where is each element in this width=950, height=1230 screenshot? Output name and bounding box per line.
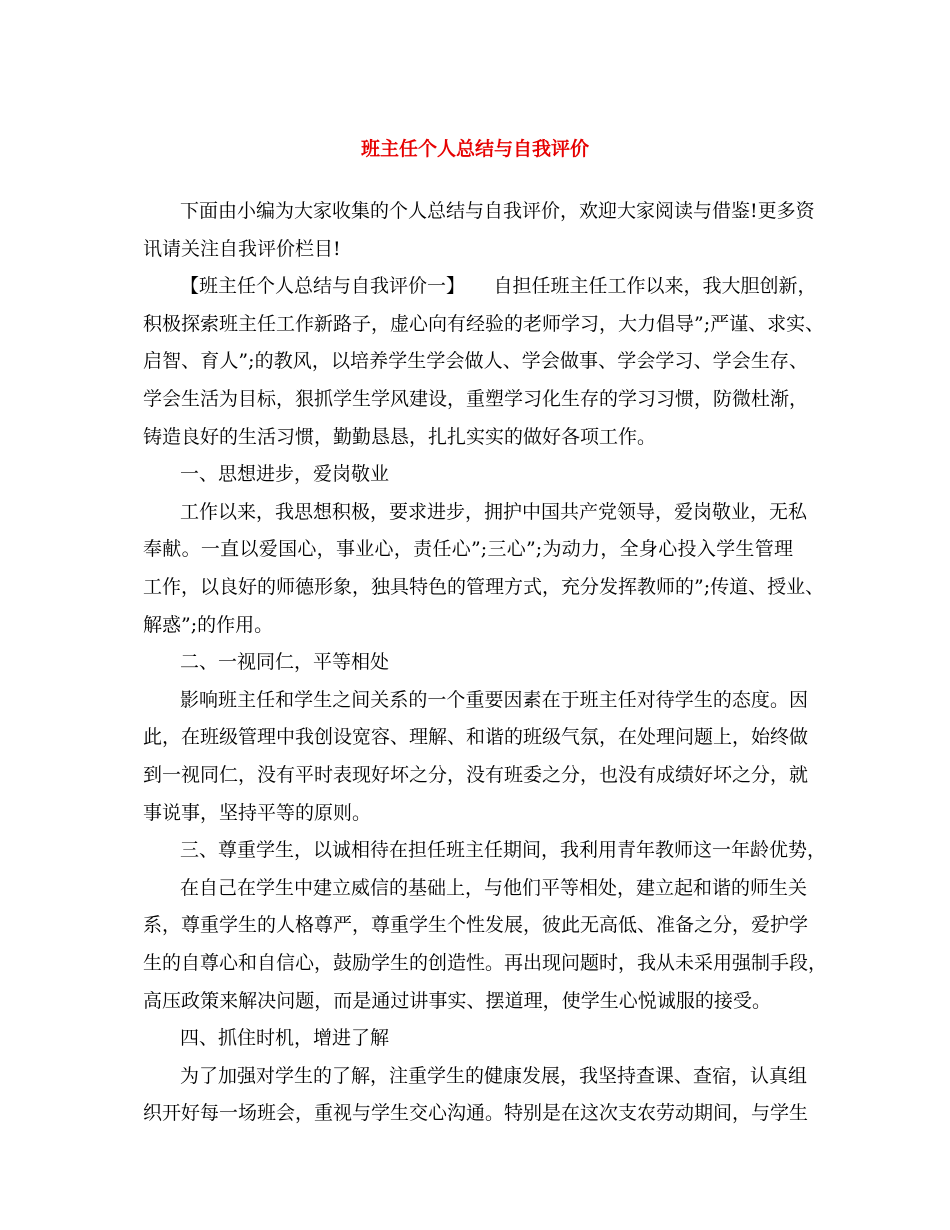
paragraph-line: 此，在班级管理中我创设宽容、理解、和谐的班级气氛，在处理问题上，始终做 bbox=[143, 726, 809, 749]
paragraph-line: 积极探索班主任工作新路子，虚心向有经验的老师学习，大力倡导”;严谨、求实、 bbox=[143, 312, 825, 335]
paragraph-line: 工作以来，我思想积极，要求进步，拥护中国共产党领导，爱岗敬业，无私 bbox=[180, 500, 808, 523]
paragraph-line: 在自己在学生中建立威信的基础上，与他们平等相处，建立起和谐的师生关 bbox=[180, 876, 808, 899]
paragraph-line: 到一视同仁，没有平时表现好坏之分，没有班委之分，也没有成绩好坏之分，就 bbox=[143, 764, 809, 786]
paragraph-line: 讯请关注自我评价栏目! bbox=[143, 237, 341, 260]
paragraph-line: 影响班主任和学生之间关系的一个重要因素在于班主任对待学生的态度。因 bbox=[180, 688, 808, 711]
paragraph-line: 一、思想进步，爱岗敬业 bbox=[180, 463, 390, 486]
paragraph-line: 下面由小编为大家收集的个人总结与自我评价，欢迎大家阅读与借鉴!更多资 bbox=[180, 200, 815, 222]
paragraph-line: 生的自尊心和自信心，鼓励学生的创造性。再出现问题时，我从未采用强制手段， bbox=[143, 952, 828, 974]
paragraph-line: 【班主任个人总结与自我评价一】 自担任班主任工作以来，我大胆创新， bbox=[180, 275, 817, 298]
paragraph-line: 为了加强对学生的了解，注重学生的健康发展，我坚持查课、查宿，认真组 bbox=[180, 1064, 808, 1087]
paragraph-line: 系，尊重学生的人格尊严，尊重学生个性发展，彼此无高低、准备之分，爱护学 bbox=[143, 914, 809, 937]
paragraph-line: 三、尊重学生，以诚相待在担任班主任期间，我利用青年教师这一年龄优势， bbox=[180, 839, 827, 862]
paragraph-line: 事说事，坚持平等的原则。 bbox=[143, 801, 372, 824]
document-title: 班主任个人总结与自我评价 bbox=[360, 138, 589, 160]
paragraph-line: 解惑”;的作用。 bbox=[143, 613, 274, 636]
paragraph-line: 二、一视同仁，平等相处 bbox=[180, 651, 390, 674]
paragraph-line: 四、抓住时机，增进了解 bbox=[180, 1027, 390, 1050]
paragraph-line: 铸造良好的生活习惯，勤勤恳恳，扎扎实实的做好各项工作。 bbox=[143, 425, 657, 448]
paragraph-line: 奉献。一直以爱国心，事业心，责任心”;三心”;为动力，全身心投入学生管理 bbox=[143, 538, 793, 561]
paragraph-line: 学会生活为目标，狠抓学生学风建设，重塑学习化生存的学习习惯，防微杜渐， bbox=[143, 388, 809, 410]
paragraph-line: 启智、育人”;的教风，以培养学生学会做人、学会做事、学会学习、学会生存、 bbox=[143, 350, 808, 373]
paragraph-line: 织开好每一场班会，重视与学生交心沟通。特别是在这次支农劳动期间，与学生 bbox=[143, 1102, 809, 1125]
paragraph-line: 高压政策来解决问题，而是通过讲事实、摆道理，使学生心悦诚服的接受。 bbox=[143, 989, 771, 1012]
paragraph-line: 工作，以良好的师德形象，独具特色的管理方式，充分发挥教师的”;传道、授业、 bbox=[143, 576, 825, 598]
